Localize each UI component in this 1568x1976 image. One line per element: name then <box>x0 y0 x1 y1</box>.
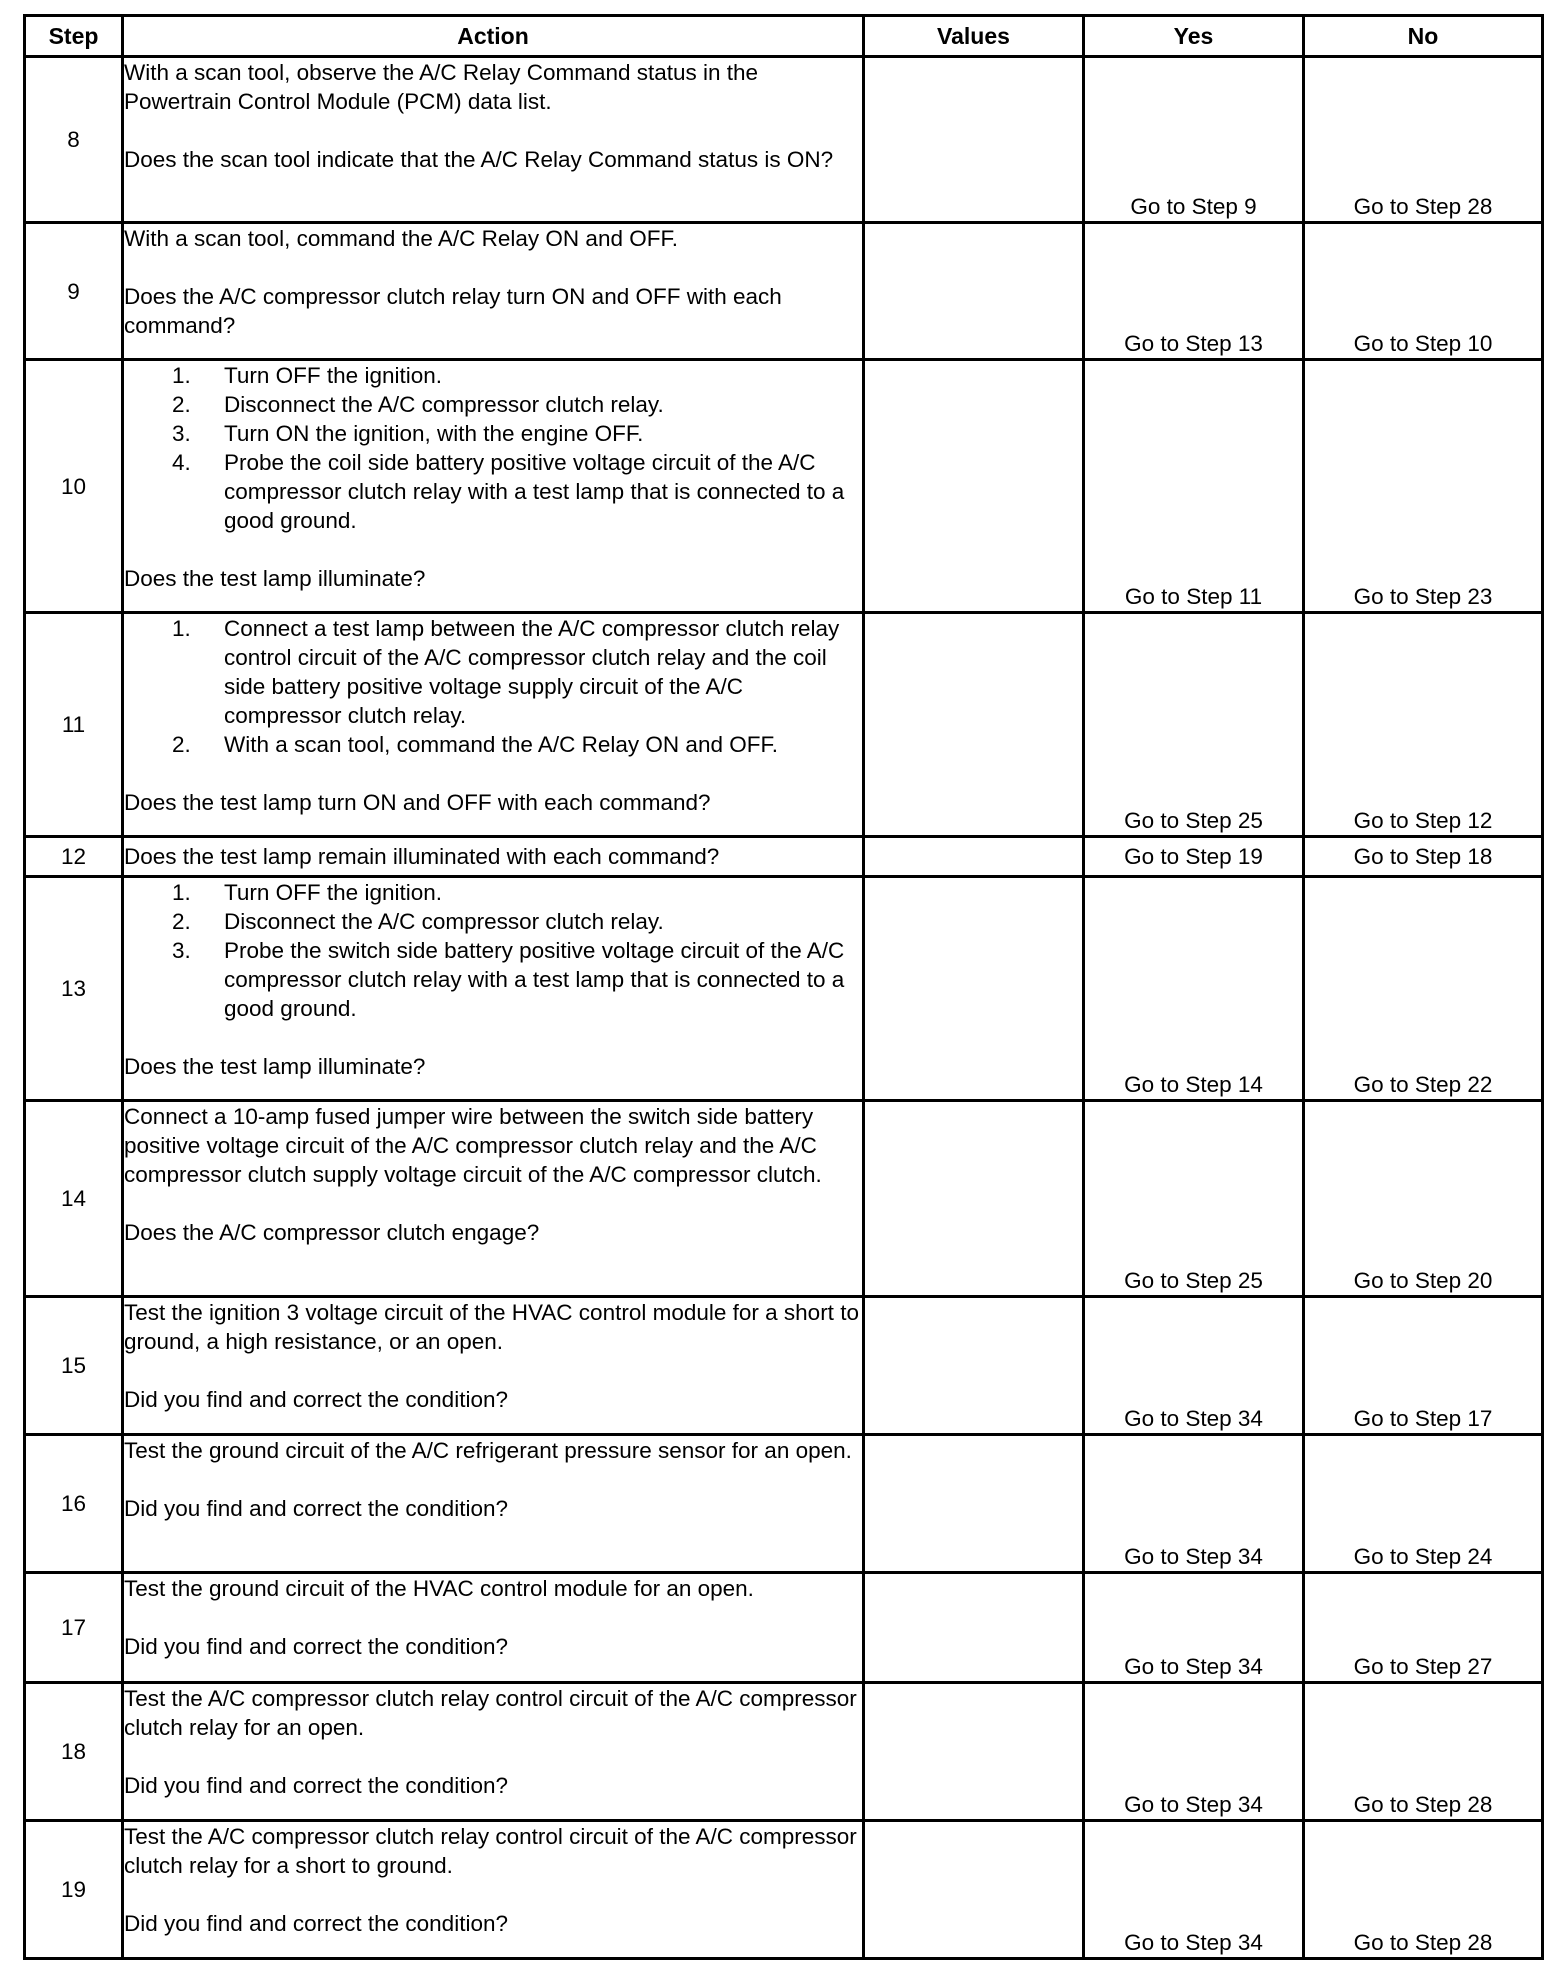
table-row <box>25 877 1543 1101</box>
header-action: Action <box>123 16 864 57</box>
header-step: Step <box>25 16 123 57</box>
list-item: 3. Turn ON the ignition, with the engine OFF. <box>172 421 644 446</box>
action-cell <box>123 1683 864 1821</box>
step-number: 9 <box>25 223 123 360</box>
yes-link[interactable]: Go to Step 19 <box>1084 837 1304 877</box>
yes-link[interactable]: Go to Step 34 <box>1084 1683 1304 1821</box>
step-number: 13 <box>25 877 123 1101</box>
yes-link[interactable]: Go to Step 11 <box>1084 360 1304 613</box>
step-number: 14 <box>25 1101 123 1297</box>
action-text: Test the A/C compressor clutch relay control circuit of the A/C compressor clutch relay for a short to ground. <box>124 1824 857 1878</box>
yes-link[interactable]: Go to Step 34 <box>1084 1821 1304 1959</box>
step-number: 11 <box>25 613 123 837</box>
table-row <box>25 613 1543 837</box>
no-link[interactable]: Go to Step 28 <box>1304 57 1543 223</box>
action-cell <box>123 223 864 360</box>
list-item: 4. Probe the coil side battery positive voltage circuit of the A/C compressor clutch relay with a test lamp that is connected to a good ground. <box>172 450 845 533</box>
action-text: Connect a 10-amp fused jumper wire between the switch side battery positive voltage circuit of the A/C compressor clutch relay and the A/C compressor clutch supply voltage circuit of the A/C compressor clutch. <box>124 1104 822 1187</box>
action-cell <box>123 1573 864 1683</box>
action-text: With a scan tool, observe the A/C Relay Command status in the Powertrain Control Module (PCM) data list. <box>124 60 759 114</box>
step-number: 15 <box>25 1297 123 1435</box>
yes-link[interactable]: Go to Step 34 <box>1084 1435 1304 1573</box>
table-row <box>25 837 1543 877</box>
step-number: 19 <box>25 1821 123 1959</box>
action-cell <box>123 1101 864 1297</box>
list-item: 3. Probe the switch side battery positive voltage circuit of the A/C compressor clutch relay with a test lamp that is connected to a good ground. <box>172 938 845 1021</box>
action-cell <box>123 1297 864 1435</box>
table-row <box>25 1821 1543 1959</box>
no-link[interactable]: Go to Step 17 <box>1304 1297 1543 1435</box>
list-item: 2. Disconnect the A/C compressor clutch relay. <box>172 392 664 417</box>
action-cell <box>123 360 864 613</box>
table-row <box>25 57 1543 223</box>
step-number: 12 <box>25 837 123 877</box>
values-cell <box>864 223 1084 360</box>
action-question: Did you find and correct the condition? <box>124 1911 508 1936</box>
action-question: Does the scan tool indicate that the A/C Relay Command status is ON? <box>124 147 834 172</box>
header-yes: Yes <box>1084 16 1304 57</box>
action-question: Did you find and correct the condition? <box>124 1634 508 1659</box>
procedure-list <box>124 361 862 535</box>
step-number: 8 <box>25 57 123 223</box>
table-row <box>25 1573 1543 1683</box>
action-question: Does the test lamp illuminate? <box>124 566 426 591</box>
action-question: Does the test lamp turn ON and OFF with each command? <box>124 790 711 815</box>
no-link[interactable]: Go to Step 24 <box>1304 1435 1543 1573</box>
yes-link[interactable]: Go to Step 13 <box>1084 223 1304 360</box>
action-question: Does the test lamp illuminate? <box>124 1054 426 1079</box>
values-cell <box>864 1101 1084 1297</box>
header-no: No <box>1304 16 1543 57</box>
action-question: Does the test lamp remain illuminated with each command? <box>123 837 864 877</box>
no-link[interactable]: Go to Step 12 <box>1304 613 1543 837</box>
table-row <box>25 1297 1543 1435</box>
table-row <box>25 1435 1543 1573</box>
no-link[interactable]: Go to Step 28 <box>1304 1821 1543 1959</box>
action-question: Does the A/C compressor clutch relay turn ON and OFF with each command? <box>124 284 782 338</box>
table-row <box>25 1101 1543 1297</box>
no-link[interactable]: Go to Step 10 <box>1304 223 1543 360</box>
action-question: Did you find and correct the condition? <box>124 1773 508 1798</box>
action-text: Test the ground circuit of the HVAC control module for an open. <box>124 1576 754 1601</box>
step-number: 18 <box>25 1683 123 1821</box>
values-cell <box>864 613 1084 837</box>
values-cell <box>864 57 1084 223</box>
table-row <box>25 223 1543 360</box>
diagnostic-table <box>23 14 1544 1960</box>
values-cell <box>864 1297 1084 1435</box>
action-text: Test the ground circuit of the A/C refrigerant pressure sensor for an open. <box>124 1438 852 1463</box>
no-link[interactable]: Go to Step 27 <box>1304 1573 1543 1683</box>
list-item: 1. Turn OFF the ignition. <box>172 363 443 388</box>
procedure-list <box>124 878 862 1023</box>
yes-link[interactable]: Go to Step 25 <box>1084 613 1304 837</box>
values-cell <box>864 1435 1084 1573</box>
values-cell <box>864 1573 1084 1683</box>
table-row <box>25 360 1543 613</box>
no-link[interactable]: Go to Step 22 <box>1304 877 1543 1101</box>
yes-link[interactable]: Go to Step 34 <box>1084 1297 1304 1435</box>
action-question: Did you find and correct the condition? <box>124 1496 508 1521</box>
header-row <box>25 16 1543 57</box>
no-link[interactable]: Go to Step 18 <box>1304 837 1543 877</box>
values-cell <box>864 360 1084 613</box>
no-link[interactable]: Go to Step 23 <box>1304 360 1543 613</box>
step-number: 16 <box>25 1435 123 1573</box>
header-values: Values <box>864 16 1084 57</box>
action-cell <box>123 1435 864 1573</box>
action-cell <box>123 57 864 223</box>
list-item: 2. Disconnect the A/C compressor clutch relay. <box>172 909 664 934</box>
step-number: 10 <box>25 360 123 613</box>
list-item: 2. With a scan tool, command the A/C Relay ON and OFF. <box>172 732 778 757</box>
values-cell <box>864 837 1084 877</box>
values-cell <box>864 1821 1084 1959</box>
values-cell <box>864 877 1084 1101</box>
action-text: Test the A/C compressor clutch relay control circuit of the A/C compressor clutch relay for an open. <box>124 1686 857 1740</box>
yes-link[interactable]: Go to Step 14 <box>1084 877 1304 1101</box>
list-item: 1. Turn OFF the ignition. <box>172 880 443 905</box>
list-item: 1. Connect a test lamp between the A/C compressor clutch relay control circuit of the A/C compressor clutch relay and the coil side battery positive voltage supply circuit of the A/C compressor clutch relay. <box>172 616 840 728</box>
step-number: 17 <box>25 1573 123 1683</box>
yes-link[interactable]: Go to Step 9 <box>1084 57 1304 223</box>
no-link[interactable]: Go to Step 28 <box>1304 1683 1543 1821</box>
values-cell <box>864 1683 1084 1821</box>
no-link[interactable]: Go to Step 20 <box>1304 1101 1543 1297</box>
procedure-list <box>124 614 862 759</box>
yes-link[interactable]: Go to Step 25 <box>1084 1101 1304 1297</box>
yes-link[interactable]: Go to Step 34 <box>1084 1573 1304 1683</box>
action-cell <box>123 613 864 837</box>
action-text: Test the ignition 3 voltage circuit of the HVAC control module for a short to ground, a high resistance, or an open. <box>124 1300 859 1354</box>
action-question: Did you find and correct the condition? <box>124 1387 508 1412</box>
table-row <box>25 1683 1543 1821</box>
action-question: Does the A/C compressor clutch engage? <box>124 1220 540 1245</box>
action-text: With a scan tool, command the A/C Relay ON and OFF. <box>124 226 678 251</box>
action-cell <box>123 877 864 1101</box>
action-cell <box>123 1821 864 1959</box>
